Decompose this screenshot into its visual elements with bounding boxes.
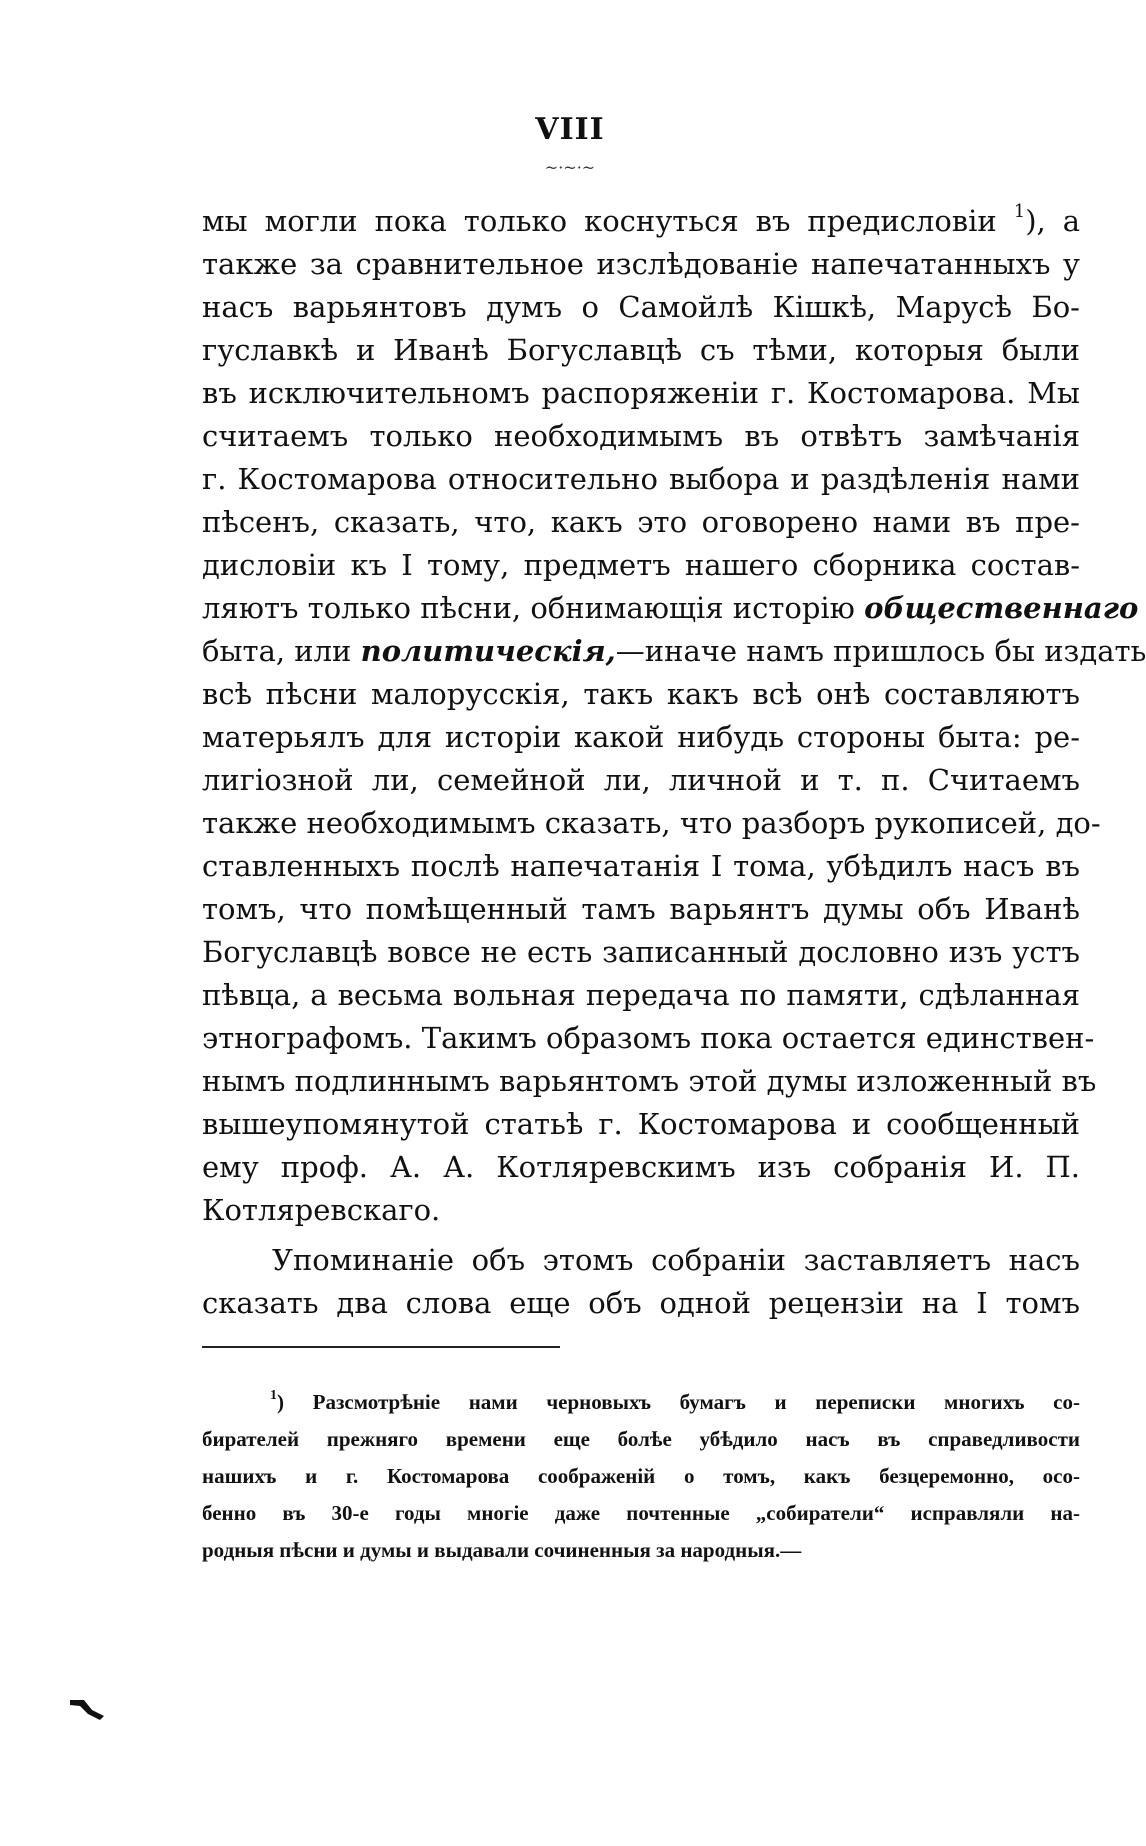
- footnote-reference[interactable]: 1: [1013, 201, 1026, 222]
- text-line: считаемъ только необходимымъ въ отвѣтъ замѣчанія: [202, 419, 1080, 453]
- text-line: ставленныхъ послѣ напечатанія I тома, убѣдилъ насъ въ: [202, 849, 1080, 883]
- text-line: Богуславцѣ вовсе не есть записанный дословно изъ устъ: [202, 935, 1080, 969]
- text-line: гуславкѣ и Иванѣ Богуславцѣ съ тѣми, которыя были: [202, 333, 1080, 367]
- text-line: матерьялъ для исторіи какой нибудь стороны быта: ре-: [202, 720, 1080, 754]
- emphasis-text: общественнаго: [864, 591, 1139, 625]
- text-line: томъ, что помѣщенный тамъ варьянтъ думы объ Иванѣ: [202, 892, 1080, 926]
- text-line: лигіозной ли, семейной ли, личной и т. п. Считаемъ: [202, 763, 1080, 797]
- footnote-marker: 1: [270, 1388, 277, 1403]
- footnote-line: нашихъ и г. Костомарова соображеній о томъ, какъ безцеремонно, осо-: [202, 1464, 1080, 1488]
- text-line: въ исключительномъ распоряженіи г. Костомарова. Мы: [202, 376, 1080, 410]
- footnote-divider: [202, 1346, 560, 1348]
- footnote-line: родныя пѣсни и думы и выдавали сочиненныя за народныя.—: [202, 1538, 802, 1562]
- footnote-line: бирателей прежняго времени еще болѣе убѣдило насъ въ справедливости: [202, 1427, 1080, 1451]
- text-line: вышеупомянутой статьѣ г. Костомарова и сообщенный: [202, 1107, 1080, 1141]
- text-line: этнографомъ. Такимъ образомъ пока остается единствен-: [202, 1021, 1095, 1055]
- text-line: пѣсенъ, сказать, что, какъ это оговорено нами въ пре-: [202, 505, 1080, 539]
- text-line: всѣ пѣсни малорусскія, такъ какъ всѣ онѣ составляютъ: [202, 677, 1080, 711]
- text-line: г. Костомарова относительно выбора и раздѣленія нами: [202, 462, 1080, 496]
- text-line: также за сравнительное изслѣдованіе напечатанныхъ у: [202, 247, 1080, 281]
- text-line: ему проф. А. А. Котляревскимъ изъ собранія И. П.: [202, 1150, 1080, 1184]
- page-number: VIII: [535, 112, 605, 147]
- text-line: быта, или политическія,—иначе намъ пришлось бы издать: [202, 634, 1146, 668]
- text-line: пѣвца, а весьма вольная передача по памяти, сдѣланная: [202, 978, 1080, 1012]
- text-line: также необходимымъ сказать, что разборъ рукописей, до-: [202, 806, 1101, 840]
- footnote-line: бенно въ 30-е годы многіе даже почтенные „собиратели“ исправляли на-: [202, 1501, 1080, 1525]
- text-line: нымъ подлиннымъ варьянтомъ этой думы изложенный въ: [202, 1064, 1097, 1098]
- page-number-flourish: ~·~·~: [544, 158, 596, 177]
- text-line: насъ варьянтовъ думъ о Самойлѣ Кішкѣ, Марусѣ Бо-: [202, 290, 1080, 324]
- footnote: [202, 1384, 1080, 1569]
- text-line: Упоминаніе объ этомъ собраніи заставляетъ насъ: [272, 1243, 1080, 1277]
- text-line: Котляревскаго.: [202, 1193, 441, 1227]
- text-line: ляютъ только пѣсни, обнимающія исторію общественнаго: [202, 591, 1139, 625]
- text-line: сказать два слова еще объ одной рецензіи на I томъ: [202, 1286, 1080, 1320]
- emphasis-text: политическія,: [360, 634, 616, 668]
- text-line: дисловіи къ I тому, предметъ нашего сборника состав-: [202, 548, 1080, 582]
- printer-mark-icon: [70, 1696, 106, 1720]
- text-line: мы могли пока только коснуться въ предисловіи $^1$), а: [202, 201, 1081, 238]
- body-text: [202, 200, 1146, 1325]
- footnote-line: $^1$) Разсмотрѣніе нами черновыхъ бумагъ и переписки многихъ со-: [270, 1388, 1080, 1414]
